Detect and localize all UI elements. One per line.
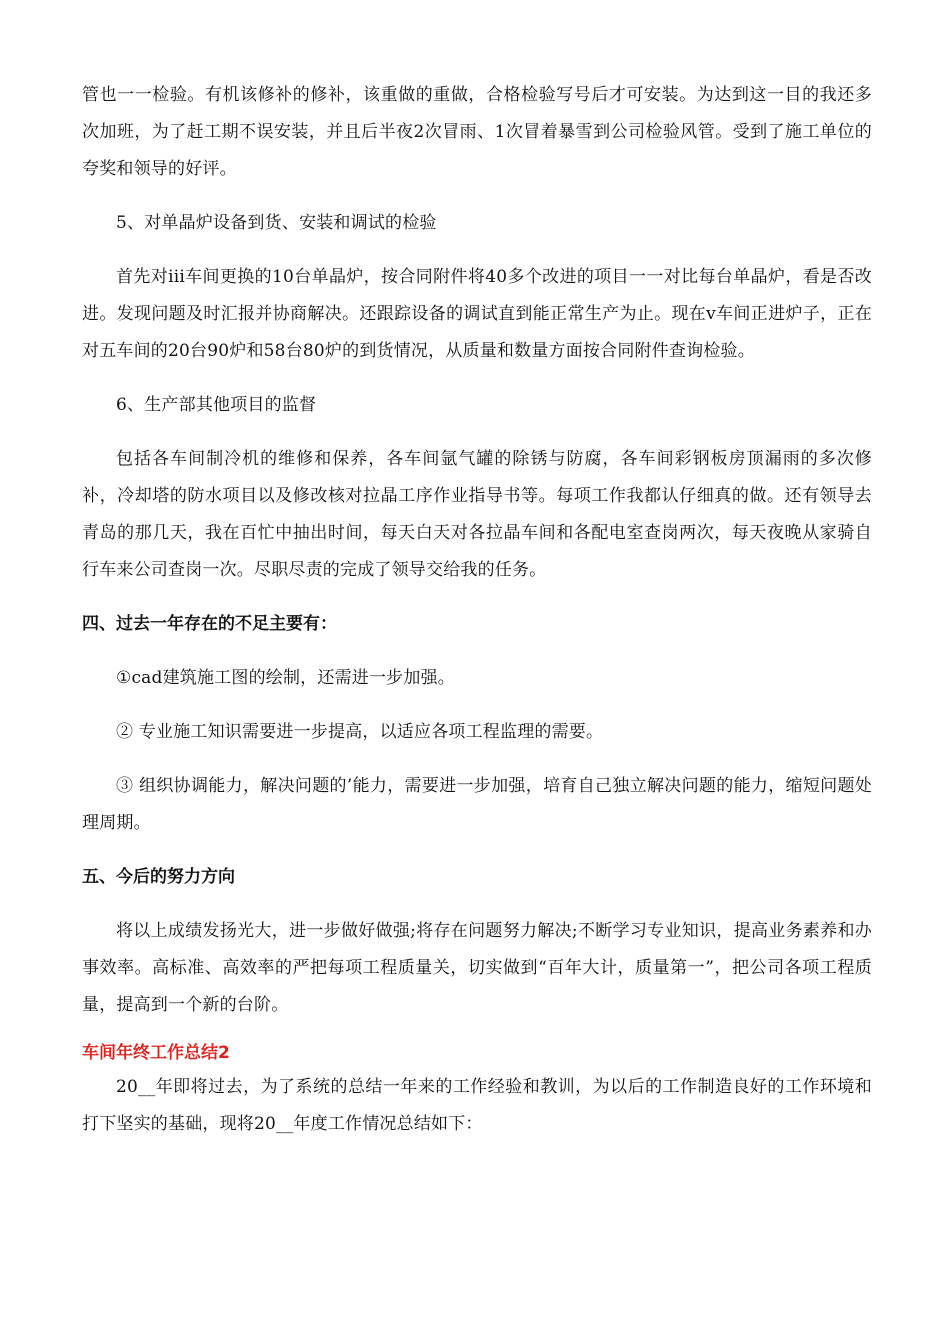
section-5-heading: 五、今后的努力方向 bbox=[82, 867, 235, 887]
section-4-heading: 四、过去一年存在的不足主要有： bbox=[82, 614, 337, 634]
shortcoming-3: ③ 组织协调能力，解决问题的’能力，需要进一步加强，培育自己独立解决问题的能力，缩短问题处理周期。 bbox=[82, 776, 872, 833]
shortcoming-2: ② 专业施工知识需要进一步提高，以适应各项工程监理的需要。 bbox=[116, 722, 604, 742]
paragraph-crystal-furnace: 首先对iii车间更换的10台单晶炉，按合同附件将40多个改进的项目一一对比每台单晶炉，看是否改进。发现问题及时汇报并协商解决。还跟踪设备的调试直到能正常生产为止。现在v车间正进炉子，正在对五车间的20台90炉和58台80炉的到货情况，从质量和数量方面按合同附件查询检验。 bbox=[82, 267, 872, 361]
paragraph-inspection-continued: 管也一一检验。有机该修补的修补，该重做的重做，合格检验写号后才可安装。为达到这一目的我还多次加班，为了赶工期不误安装，并且后半夜2次冒雨、1次冒着暴雪到公司检验风管。受到了施工单位的夸奖和领导的好评。 bbox=[82, 85, 872, 179]
document-body bbox=[82, 77, 872, 1143]
summary-2-title: 车间年终工作总结2 bbox=[82, 1043, 230, 1063]
item-5-title: 5、对单晶炉设备到货、安装和调试的检验 bbox=[116, 213, 437, 233]
shortcoming-1: ①cad建筑施工图的绘制，还需进一步加强。 bbox=[116, 668, 455, 688]
paragraph-other-projects: 包括各车间制冷机的维修和保养，各车间氩气罐的除锈与防腐，各车间彩钢板房顶漏雨的多次修补，冷却塔的防水项目以及修改核对拉晶工序作业指导书等。每项工作我都认仔细真的做。还有领导去青岛的那几天，我在百忙中抽出时间，每天白天对各拉晶车间和各配电室查岗两次，每天夜晚从家骑自行车来公司查岗一次。尽职尽责的完成了领导交给我的任务。 bbox=[82, 449, 872, 580]
paragraph-summary-2-intro: 20__年即将过去，为了系统的总结一年来的工作经验和教训，为以后的工作制造良好的工作环境和打下坚实的基础，现将20__年度工作情况总结如下： bbox=[82, 1077, 872, 1134]
paragraph-future-direction: 将以上成绩发扬光大，进一步做好做强;将存在问题努力解决;不断学习专业知识，提高业务素养和办事效率。高标准、高效率的严把每项工程质量关，切实做到“百年大计，质量第一”，把公司各项工程质量，提高到一个新的台阶。 bbox=[82, 921, 872, 1015]
item-6-title: 6、生产部其他项目的监督 bbox=[116, 395, 317, 415]
